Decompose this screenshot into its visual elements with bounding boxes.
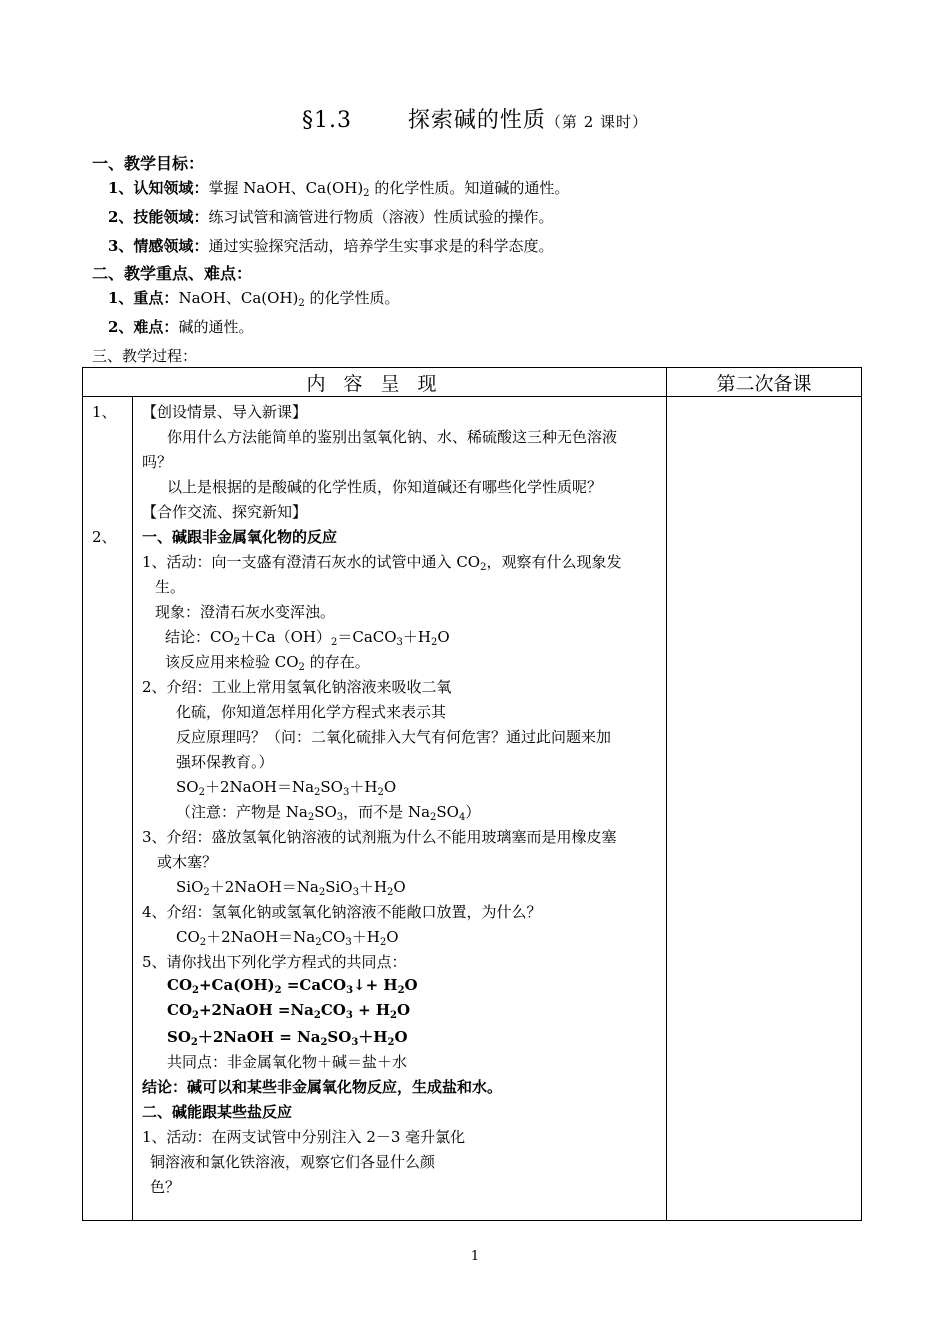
content-line: 吗？	[142, 453, 173, 471]
content-line: 强环保教育。）	[176, 753, 274, 771]
header-notes	[667, 368, 862, 397]
content-line: 【合作交流、探究新知】	[142, 503, 308, 521]
content-line: 【创设情景、导入新课】	[142, 403, 308, 421]
content-line: $CO_2+2NaOH =Na_2CO_3 + H_2O$	[167, 1001, 411, 1021]
title-main: §1.3 探索碱的性质	[301, 108, 546, 133]
content-line: 5、请你找出下列化学方程式的共同点：	[142, 953, 407, 971]
content-line: $CO_2+Ca(OH)_2$ =CaCO$_3$↓+ $H_2O$	[167, 976, 418, 996]
content-line: 以上是根据的是酸碱的化学性质，你知道碱还有哪些化学性质呢？	[167, 478, 603, 496]
content-line: 现象：澄清石灰水变浑浊。	[155, 603, 336, 621]
header-content	[83, 368, 667, 397]
content-line: $SO_2+2NaOH = Na_2SO_3+H_2O$	[167, 1028, 408, 1048]
content-line: 反应原理吗？（问：二氧化硫排入大气有何危害？通过此问题来加	[176, 728, 612, 746]
keypoint-label: 1、重点：	[108, 289, 179, 307]
objective-text: 通过实验探究活动，培养学生实事求是的科学态度。	[208, 237, 554, 255]
second-prep-column	[667, 397, 862, 1221]
objective-text: 练习试管和滴管进行物质（溶液）性质试验的操作。	[208, 208, 554, 226]
content-line: $SO_2+2NaOH=Na_2SO_3+H_2O$	[176, 778, 397, 798]
objective-item	[108, 235, 553, 256]
content-line: 一、碱跟非金属氧化物的反应	[142, 528, 338, 546]
keypoint-text: 碱的通性。	[178, 318, 254, 336]
keypoint-label: 2、难点：	[108, 318, 179, 336]
keypoint-item	[108, 287, 400, 308]
content-line: （注意：产物是 $Na_2SO_3$，而不是 $Na_2SO_4$）	[176, 803, 481, 823]
content-line: 你用什么方法能简单的鉴别出氢氧化钠、水、稀硫酸这三种无色溶液	[167, 428, 618, 446]
content-line: 化硫，你知道怎样用化学方程式来表示其	[176, 703, 447, 721]
content-line: 2、介绍：工业上常用氢氧化钠溶液来吸收二氧	[142, 678, 452, 696]
process-heading: 三、教学过程：	[92, 347, 198, 365]
objective-item	[108, 177, 569, 198]
content-line: 铜溶液和氯化铁溶液，观察它们各显什么颜	[150, 1153, 436, 1171]
objective-label: 1、认知领域：	[108, 179, 209, 197]
content-line: $SiO_2+2NaOH=Na_2SiO_3+H_2O$	[176, 878, 406, 898]
objectives-heading: 一、教学目标：	[92, 154, 205, 173]
content-line: 4、介绍：氢氧化钠或氢氧化钠溶液不能敞口放置，为什么？	[142, 903, 542, 921]
content-line: 结论：碱可以和某些非金属氧化物反应，生成盐和水。	[142, 1078, 503, 1096]
content-column	[133, 397, 667, 1221]
content-line: 共同点：非金属氧化物＋碱＝盐＋水	[167, 1053, 408, 1071]
page-number: 1	[470, 1249, 480, 1264]
title-sub: （第 2 课时）	[545, 113, 649, 131]
content-line: 或木塞？	[157, 853, 218, 871]
content-line: 色？	[150, 1178, 181, 1196]
content-line: 1、活动：在两支试管中分别注入 2－3 毫升氯化	[142, 1128, 466, 1146]
content-line: 3、介绍：盛放氢氧化钠溶液的试剂瓶为什么不能用玻璃塞而是用橡皮塞	[142, 828, 617, 846]
page-title	[0, 103, 950, 134]
step-number: 1、	[92, 403, 117, 421]
content-line: 该反应用来检验 $CO_2$ 的存在。	[165, 653, 370, 673]
content-line: $CO_2+2NaOH=Na_2CO_3+H_2O$	[176, 928, 399, 948]
objective-label: 3、情感领域：	[108, 237, 209, 255]
header-notes-label: 第二次备课	[716, 372, 812, 395]
keypoint-item	[108, 316, 253, 337]
content-line: 二、碱能跟某些盐反应	[142, 1103, 293, 1121]
objective-label: 2、技能领域：	[108, 208, 209, 226]
header-content-label: 内 容 呈 现	[306, 372, 443, 395]
keypoint-text: NaOH、$Ca(OH)_2$ 的化学性质。	[178, 289, 400, 309]
content-line: 1、活动：向一支盛有澄清石灰水的试管中通入 $CO_2$，观察有什么现象发	[142, 553, 622, 573]
step-number: 2、	[92, 528, 117, 546]
content-line: 生。	[155, 578, 186, 596]
step-number-column	[83, 397, 133, 1221]
objective-item	[108, 206, 553, 227]
keypoints-heading: 二、教学重点、难点：	[92, 264, 253, 283]
objective-text: 掌握 NaOH、$Ca(OH)_2$ 的化学性质。知道碱的通性。	[208, 179, 570, 199]
teaching-process-table	[82, 367, 862, 1221]
content-line: 结论：$CO_2+Ca(OH)_2=CaCO_3+H_2O$	[165, 628, 450, 648]
